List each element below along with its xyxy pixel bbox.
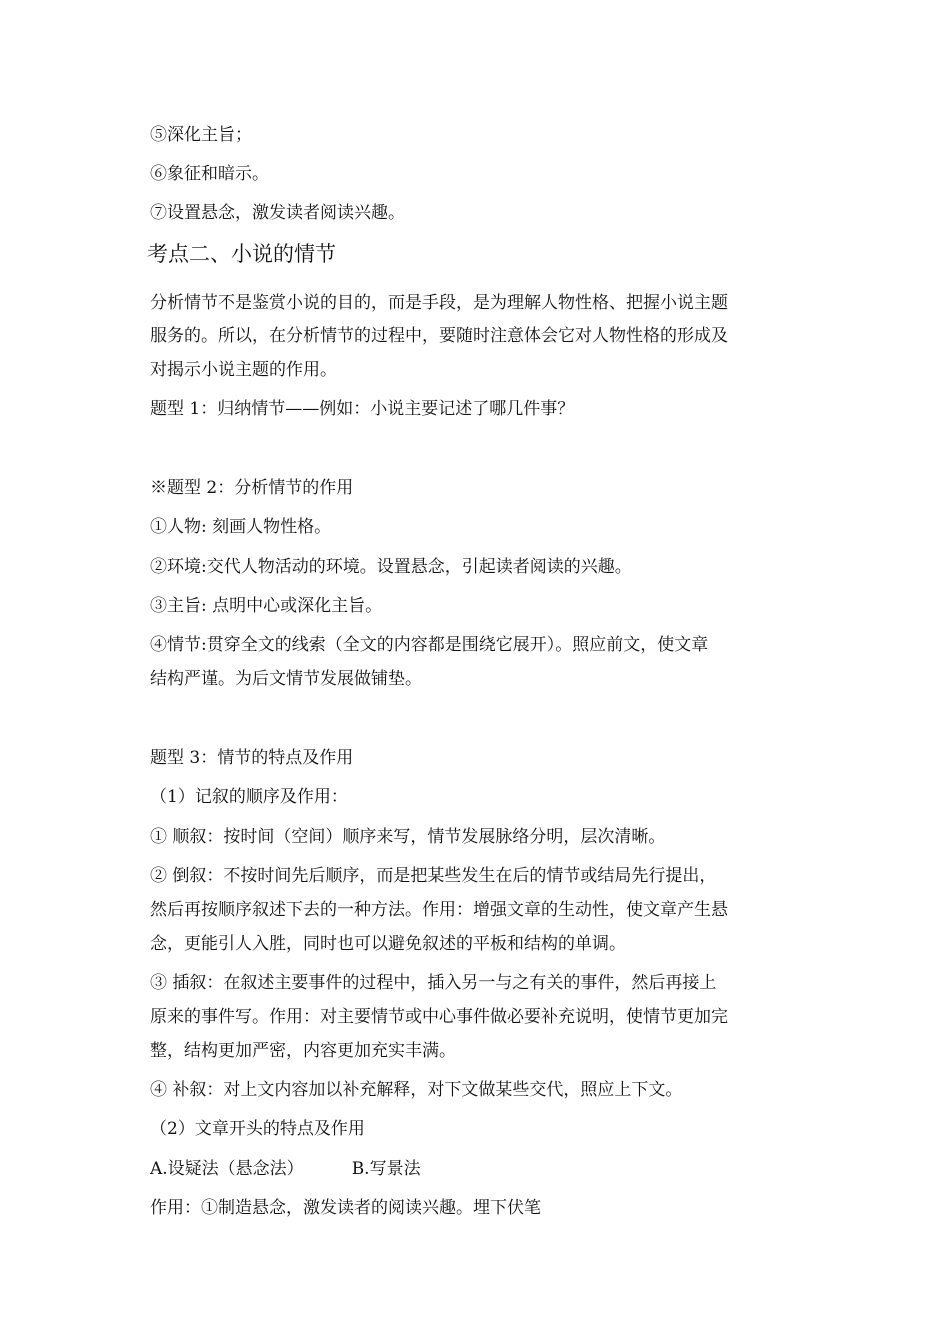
question-type-1: 题型 1：归纳情节——例如：小说主要记述了哪几件事？ bbox=[150, 399, 575, 419]
paragraph-line: ③ 插叙：在叙述主要事件的过程中，插入另一与之有关的事件，然后再接上 bbox=[150, 973, 717, 993]
option-b: B.写景法 bbox=[351, 1159, 421, 1179]
list-item: ①人物: 刻画人物性格。 bbox=[150, 517, 332, 537]
list-item: ③主旨: 点明中心或深化主旨。 bbox=[150, 596, 383, 616]
paragraph-line: 对揭示小说主题的作用。 bbox=[150, 360, 337, 380]
list-item: ④情节:贯穿全文的线索（全文的内容都是围绕它展开）。照应前文，使文章 bbox=[150, 635, 709, 655]
paragraph-line: ④ 补叙：对上文内容加以补充解释，对下文做某些交代，照应上下文。 bbox=[150, 1080, 683, 1100]
option-a: A.设疑法（悬念法） bbox=[150, 1159, 304, 1179]
subsection-heading: （2）文章开头的特点及作用 bbox=[150, 1119, 365, 1139]
paragraph-line: 作用：①制造悬念，激发读者的阅读兴趣。埋下伏笔 bbox=[150, 1198, 541, 1218]
paragraph-line: ① 顺叙：按时间（空间）顺序来写，情节发展脉络分明，层次清晰。 bbox=[150, 827, 666, 847]
section-heading: 考点二、小说的情节 bbox=[147, 242, 336, 266]
list-item: ②环境:交代人物活动的环境。设置悬念，引起读者阅读的兴趣。 bbox=[150, 557, 632, 577]
paragraph-line: ② 倒叙：不按时间先后顺序，而是把某些发生在后的情节或结局先行提出， bbox=[150, 866, 717, 886]
paragraph-line: 服务的。所以，在分析情节的过程中，要随时注意体会它对人物性格的形成及 bbox=[150, 326, 728, 346]
list-item: ⑦设置悬念，激发读者阅读兴趣。 bbox=[150, 203, 405, 223]
list-item: 结构严谨。为后文情节发展做铺垫。 bbox=[150, 669, 422, 689]
list-item: ⑥象征和暗示。 bbox=[150, 164, 269, 184]
options-line bbox=[150, 1158, 421, 1180]
paragraph-line: 分析情节不是鉴赏小说的目的，而是手段，是为理解人物性格、把握小说主题 bbox=[150, 293, 728, 313]
paragraph-line: 原来的事件写。作用：对主要情节或中心事件做必要补充说明，使情节更加完 bbox=[150, 1007, 728, 1027]
question-type-3-title: 题型 3：情节的特点及作用 bbox=[150, 748, 354, 768]
paragraph-line: 整，结构更加严密，内容更加充实丰满。 bbox=[150, 1041, 456, 1061]
paragraph-line: 念，更能引人入胜，同时也可以避免叙述的平板和结构的单调。 bbox=[150, 934, 626, 954]
paragraph-line: 然后再按顺序叙述下去的一种方法。作用：增强文章的生动性，使文章产生悬 bbox=[150, 900, 728, 920]
list-item: ⑤深化主旨； bbox=[150, 125, 252, 145]
question-type-2-title: ※题型 2：分析情节的作用 bbox=[150, 478, 354, 498]
subsection-heading: （1）记叙的顺序及作用： bbox=[150, 787, 348, 807]
